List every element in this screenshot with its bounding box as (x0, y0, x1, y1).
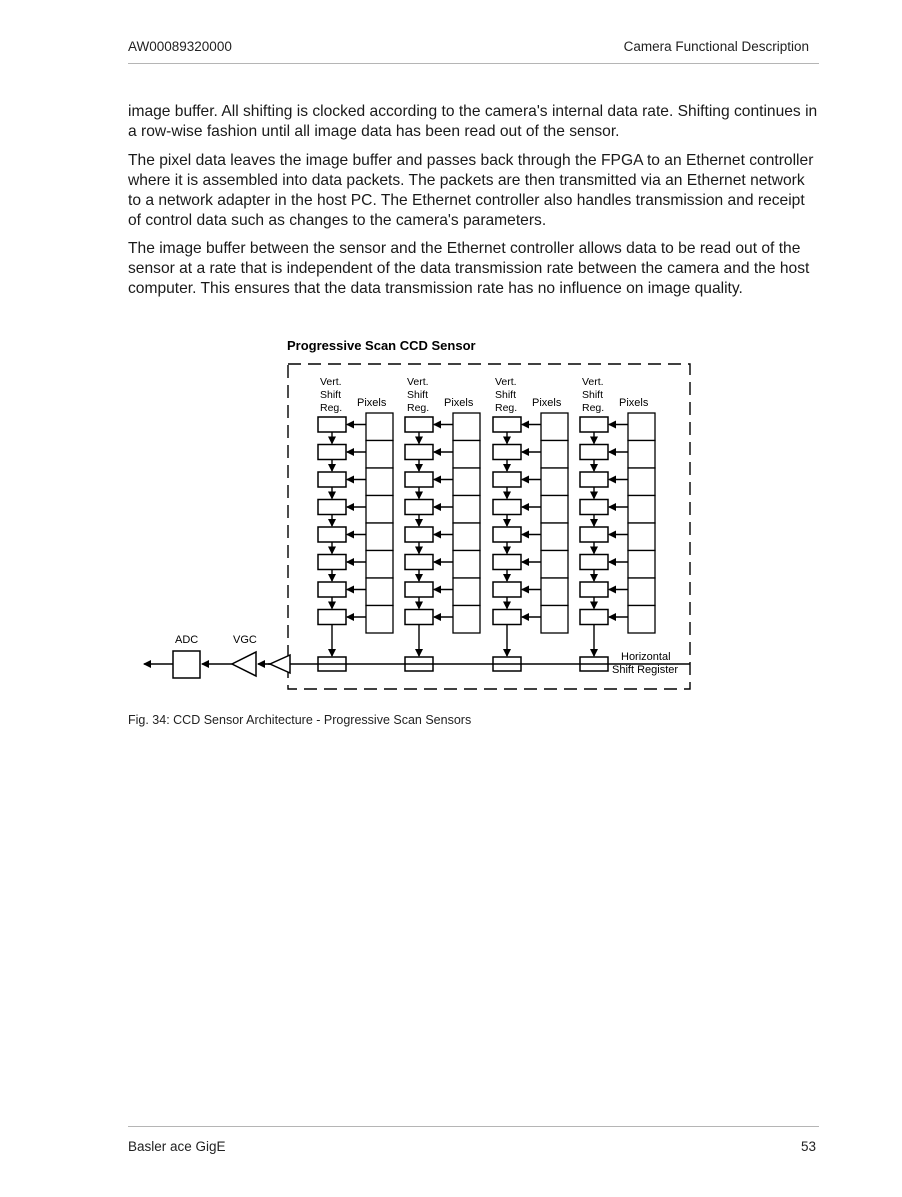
pixel-cell (541, 496, 568, 524)
footer-divider (128, 1126, 819, 1127)
vertical-shift-register-cell (318, 500, 346, 515)
pixel-cell (541, 578, 568, 606)
vertical-shift-register-cell (318, 555, 346, 570)
pixel-cell (453, 468, 480, 496)
pixel-cell (628, 606, 655, 634)
figure-caption: Fig. 34: CCD Sensor Architecture - Progressive Scan Sensors (128, 713, 472, 727)
pixel-cell (366, 551, 393, 579)
vertical-shift-register-cell (493, 472, 521, 487)
vertical-shift-register-cell (405, 527, 433, 542)
pixels-label: Pixels (532, 397, 562, 409)
vert-shift-reg-label: Reg. (407, 402, 430, 414)
pixel-cell (453, 441, 480, 469)
vertical-shift-register-cell (318, 445, 346, 460)
vertical-shift-register-cell (580, 472, 608, 487)
vert-shift-reg-label: Shift (320, 389, 342, 401)
output-amplifier-icon (270, 655, 290, 673)
pixel-cell (366, 606, 393, 634)
adc-label: ADC (175, 634, 199, 646)
pixel-cell (453, 496, 480, 524)
vert-shift-reg-label: Reg. (495, 402, 518, 414)
vertical-shift-register-cell (318, 527, 346, 542)
vertical-shift-register-cell (405, 555, 433, 570)
paragraph-1: image buffer. All shifting is clocked according to the camera's internal data rate. Shifting continues in a row-wise fashion until all image data has been read out of the sensor. (128, 103, 818, 140)
vertical-shift-register-cell (580, 417, 608, 432)
pixel-cell (541, 523, 568, 551)
paragraph-3: The image buffer between the sensor and the Ethernet controller allows data to be read out of the sensor at a rate that is independent of the data transmission rate between the camera and the host computer. This ensures that the data transmission rate has no influence on image quality. (128, 240, 810, 297)
header-section-title: Camera Functional Description (623, 39, 809, 54)
pixel-cell (453, 551, 480, 579)
pixel-cell (366, 578, 393, 606)
pixel-cell (628, 441, 655, 469)
vert-shift-reg-label: Vert. (582, 376, 604, 388)
vertical-shift-register-cell (493, 527, 521, 542)
pixel-cell (366, 468, 393, 496)
pixel-cell (628, 578, 655, 606)
pixel-cell (366, 523, 393, 551)
vertical-shift-register-cell (493, 445, 521, 460)
vertical-shift-register-cell (318, 582, 346, 597)
horizontal-label-2: Shift Register (612, 664, 679, 676)
pixel-cell (541, 551, 568, 579)
vertical-shift-register-cell (405, 582, 433, 597)
pixels-label: Pixels (444, 397, 474, 409)
pixels-label: Pixels (619, 397, 649, 409)
vertical-shift-register-cell (493, 500, 521, 515)
pixel-cell (628, 523, 655, 551)
vertical-shift-register-cell (580, 582, 608, 597)
vert-shift-reg-label: Reg. (582, 402, 605, 414)
pixel-cell (366, 496, 393, 524)
vertical-shift-register-cell (318, 417, 346, 432)
vertical-shift-register-cell (318, 610, 346, 625)
pixel-cell (628, 496, 655, 524)
pixels-label: Pixels (357, 397, 387, 409)
pixel-cell (628, 413, 655, 441)
vgc-amplifier-icon (232, 652, 256, 676)
footer-page-number: 53 (800, 1139, 816, 1154)
pixel-cell (628, 468, 655, 496)
vertical-shift-register-cell (580, 500, 608, 515)
vert-shift-reg-label: Shift (495, 389, 517, 401)
pixel-cell (366, 413, 393, 441)
vert-shift-reg-label: Vert. (320, 376, 342, 388)
vertical-shift-register-cell (580, 527, 608, 542)
pixel-cell (453, 606, 480, 634)
adc-block (173, 651, 200, 678)
pixel-cell (541, 413, 568, 441)
pixel-cell (628, 551, 655, 579)
pixel-cell (453, 578, 480, 606)
vertical-shift-register-cell (580, 610, 608, 625)
footer-product: Basler ace GigE (128, 1139, 226, 1154)
vertical-shift-register-cell (493, 417, 521, 432)
figure-title: Progressive Scan CCD Sensor (287, 338, 476, 353)
paragraph-2: The pixel data leaves the image buffer and passes back through the FPGA to an Ethernet controller where it is assembled into data packets. The packets are then transmitted via an Ethernet network to a network adapter in the host PC. The Ethernet controller also handles transmission and receipt of control data such as changes to the camera's parameters. (128, 152, 814, 229)
vertical-shift-register-cell (405, 417, 433, 432)
vertical-shift-register-cell (405, 472, 433, 487)
vert-shift-reg-label: Shift (582, 389, 604, 401)
vertical-shift-register-cell (493, 610, 521, 625)
pixel-cell (541, 606, 568, 634)
vertical-shift-register-cell (493, 555, 521, 570)
vertical-shift-register-cell (318, 472, 346, 487)
vertical-shift-register-cell (405, 500, 433, 515)
header-doc-id: AW00089320000 (128, 39, 232, 54)
vertical-shift-register-cell (405, 445, 433, 460)
vertical-shift-register-cell (580, 445, 608, 460)
pixel-cell (541, 468, 568, 496)
horizontal-label-1: Horizontal (621, 651, 671, 663)
vert-shift-reg-label: Vert. (407, 376, 429, 388)
vert-shift-reg-label: Shift (407, 389, 429, 401)
vert-shift-reg-label: Vert. (495, 376, 517, 388)
vertical-shift-register-cell (405, 610, 433, 625)
vertical-shift-register-cell (493, 582, 521, 597)
vgc-label: VGC (233, 634, 257, 646)
pixel-cell (541, 441, 568, 469)
vertical-shift-register-cell (580, 555, 608, 570)
vert-shift-reg-label: Reg. (320, 402, 343, 414)
pixel-cell (453, 523, 480, 551)
pixel-cell (366, 441, 393, 469)
pixel-cell (453, 413, 480, 441)
